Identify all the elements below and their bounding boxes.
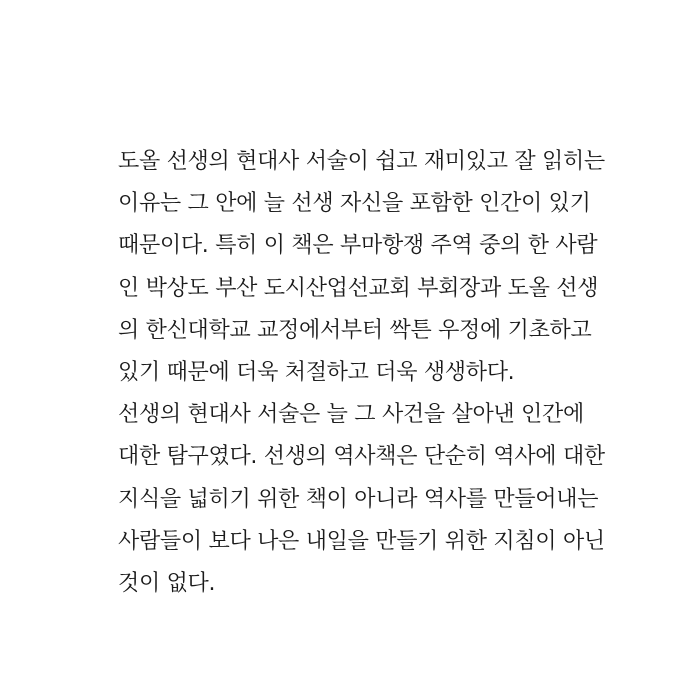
- text-line: 있기 때문에 더욱 처절하고 더욱 생생하다.: [118, 359, 515, 385]
- text-line: 지식을 넓히기 위한 책이 아니라 역사를 만들어내는: [118, 486, 599, 512]
- text-line: 때문이다. 특히 이 책은 부마항쟁 주역 중의 한 사람: [118, 233, 598, 259]
- text-line: 사람들이 보다 나은 내일을 만들기 위한 지침이 아닌: [118, 528, 605, 554]
- body-text: [118, 141, 618, 605]
- paragraph-1: [118, 141, 618, 394]
- text-line: 이유는 그 안에 늘 선생 자신을 포함한 인간이 있기: [118, 191, 591, 217]
- text-line: 대한 탐구였다. 선생의 역사책은 단순히 역사에 대한: [118, 444, 605, 470]
- paragraph-2: [118, 394, 618, 605]
- text-line: 의 한신대학교 교정에서부터 싹튼 우정에 기초하고: [118, 317, 592, 343]
- text-line: 것이 없다.: [118, 570, 216, 596]
- text-line: 인 박상도 부산 도시산업선교회 부회장과 도올 선생: [118, 275, 599, 301]
- text-line: 선생의 현대사 서술은 늘 그 사건을 살아낸 인간에: [118, 402, 584, 428]
- text-line: 도올 선생의 현대사 서술이 쉽고 재미있고 잘 읽히는: [118, 149, 605, 174]
